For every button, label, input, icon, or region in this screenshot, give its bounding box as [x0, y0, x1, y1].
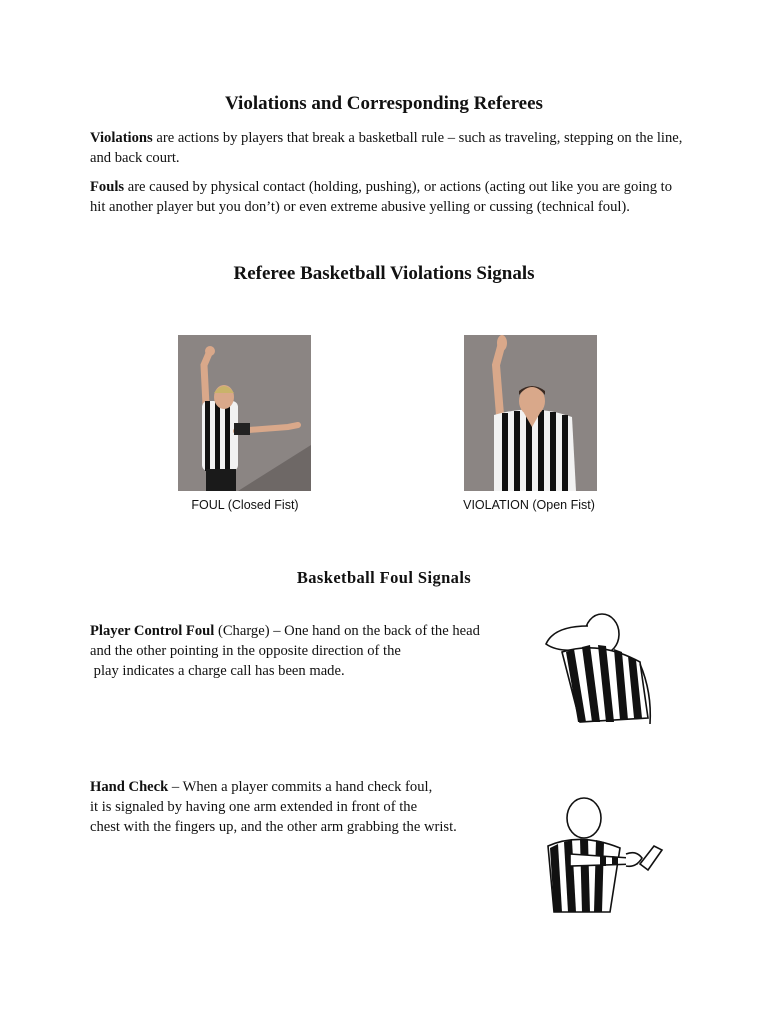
player-control-foul-text	[90, 621, 510, 681]
referee-closed-fist-icon	[178, 335, 311, 491]
player-control-foul-image	[540, 612, 655, 730]
player-control-foul-signal-icon	[540, 612, 655, 730]
hand-check-term: Hand Check	[90, 779, 169, 795]
player-control-foul-line-1: (Charge) – One hand on the back of the head	[214, 623, 480, 639]
foul-signals-heading: Basketball Foul Signals	[296, 568, 472, 587]
hand-check-signal-icon	[540, 792, 670, 917]
referee-open-fist-icon	[464, 335, 597, 491]
hand-check-image	[540, 792, 670, 917]
hand-check-text	[90, 777, 510, 837]
hand-check-line-2: it is signaled by having one arm extended in front of the	[90, 799, 418, 815]
player-control-foul-line-2: and the other pointing in the opposite direction of the	[90, 643, 401, 659]
signals-heading: Referee Basketball Violations Signals	[233, 263, 535, 284]
fouls-text: are caused by physical contact (holding, pushing), or actions (acting out like you are going to hit another player but you don’t) or even extreme abusive yelling or cussing (technical foul).	[90, 179, 672, 215]
foul-caption: FOUL (Closed Fist)	[191, 498, 299, 512]
player-control-foul-line-3: play indicates a charge call has been made.	[90, 663, 345, 679]
violations-text: are actions by players that break a basketball rule – such as traveling, stepping on the line, and back court.	[90, 130, 683, 166]
violations-term: Violations	[90, 130, 153, 146]
violation-open-fist-image	[464, 335, 597, 491]
page-title: Violations and Corresponding Referees	[225, 93, 543, 114]
violation-caption: VIOLATION (Open Fist)	[463, 498, 595, 512]
hand-check-line-1: – When a player commits a hand check foul,	[168, 779, 433, 795]
player-control-foul-term: Player Control Foul	[90, 623, 215, 639]
violations-paragraph	[90, 128, 690, 168]
foul-closed-fist-image	[178, 335, 311, 491]
fouls-term: Fouls	[90, 179, 125, 195]
fouls-paragraph	[90, 177, 690, 217]
hand-check-line-3: chest with the fingers up, and the other arm grabbing the wrist.	[90, 819, 457, 835]
